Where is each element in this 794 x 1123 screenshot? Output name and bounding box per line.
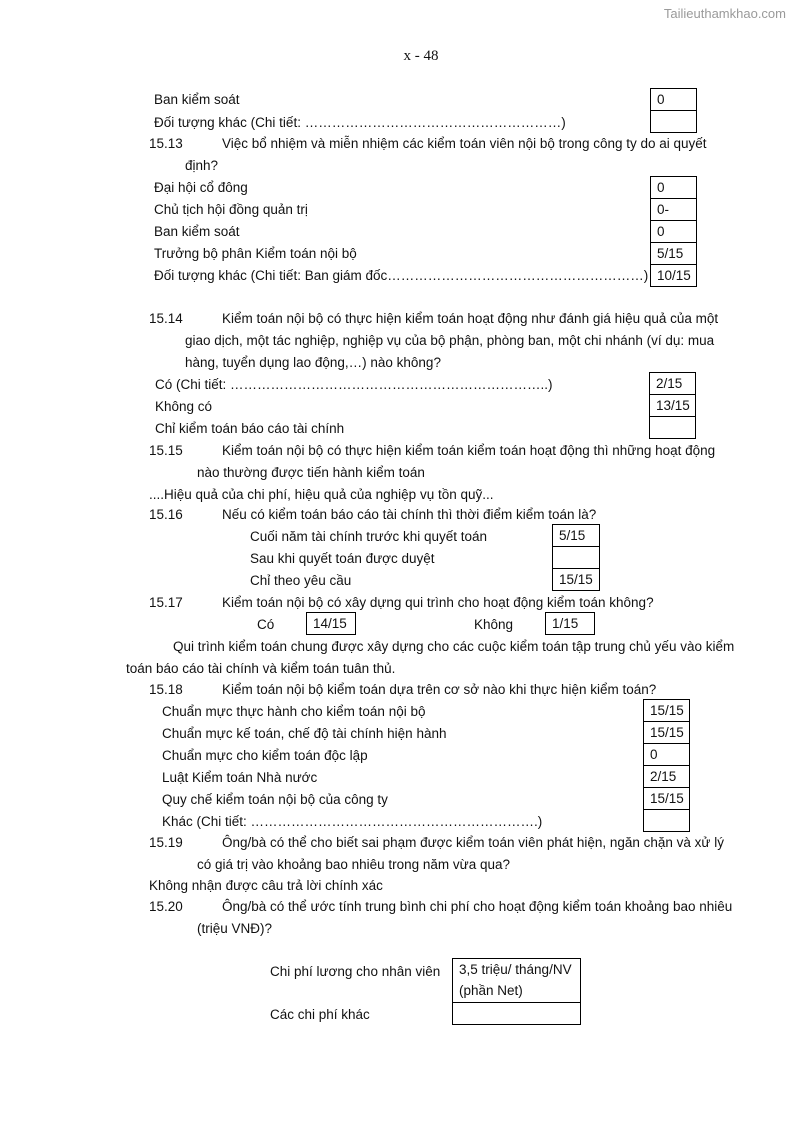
option-label: Chủ tịch hội đồng quản trị xyxy=(154,202,308,217)
answer-box: 15/15 xyxy=(643,699,690,722)
cost-answer-box xyxy=(452,1002,581,1025)
question-text: Việc bổ nhiệm và miễn nhiệm các kiểm toán viên nội bộ trong công ty do ai quyết xyxy=(222,136,707,151)
answer-text: ....Hiệu quả của chi phí, hiệu quả của nghiệp vụ tồn quỹ... xyxy=(149,487,494,502)
question-text: Kiểm toán nội bộ có thực hiện kiểm toán hoạt động như đánh giá hiệu quả của một xyxy=(222,311,719,326)
option-label: Đối tượng khác (Chi tiết: Ban giám đốc…………………………………………………) xyxy=(154,268,649,283)
question-text: nào thường được tiến hành kiểm toán xyxy=(197,465,425,480)
question-text: Ông/bà có thể ước tính trung bình chi phí cho hoạt động kiểm toán khoảng bao nhiêu xyxy=(222,899,733,914)
question-number: 15.13 xyxy=(149,136,183,151)
yes-answer-box: 14/15 xyxy=(306,612,356,635)
answer-box xyxy=(643,809,690,832)
answer-box: 5/15 xyxy=(552,524,600,547)
option-label: Quy chế kiểm toán nội bộ của công ty xyxy=(162,792,388,807)
answer-box: 0 xyxy=(643,743,690,766)
question-number: 15.15 xyxy=(149,443,183,458)
question-text: Kiểm toán nội bộ có thực hiện kiểm toán kiểm toán hoạt động thì những hoạt động xyxy=(222,443,716,458)
note-text: toán báo cáo tài chính và kiểm toán tuân thủ. xyxy=(126,661,396,676)
option-label: Chỉ kiểm toán báo cáo tài chính xyxy=(155,421,345,436)
answer-box: 0- xyxy=(650,198,697,221)
cost-label: Các chi phí khác xyxy=(270,1007,370,1022)
question-text: giao dịch, một tác nghiệp, nghiệp vụ của bộ phận, phòng ban, một chi nhánh (ví dụ: mua xyxy=(185,333,715,348)
question-text: Kiểm toán nội bộ kiểm toán dựa trên cơ sở nào khi thực hiện kiểm toán? xyxy=(222,682,657,697)
question-text: hàng, tuyển dụng lao động,…) nào không? xyxy=(185,355,441,370)
option-label: Đại hội cổ đông xyxy=(154,180,248,195)
option-label: Ban kiểm soát xyxy=(154,224,240,239)
question-text: có giá trị vào khoảng bao nhiêu trong năm vừa qua? xyxy=(197,857,510,872)
question-number: 15.18 xyxy=(149,682,183,697)
answer-text: Không nhận được câu trả lời chính xác xyxy=(149,878,383,893)
option-label: Khác (Chi tiết: ……………………………………………………….) xyxy=(162,814,543,829)
option-label: Có (Chi tiết: ……………………………………………………………..) xyxy=(155,377,553,392)
answer-box xyxy=(649,416,696,439)
option-label: Cuối năm tài chính trước khi quyết toán xyxy=(250,529,488,544)
option-label: Trưởng bộ phân Kiểm toán nội bộ xyxy=(154,246,357,261)
option-label: Ban kiểm soát xyxy=(154,92,240,107)
question-number: 15.14 xyxy=(149,311,183,326)
option-label: Không có xyxy=(155,399,213,414)
question-number: 15.20 xyxy=(149,899,183,914)
question-text: (triệu VNĐ)? xyxy=(197,921,273,936)
yes-label: Có xyxy=(257,617,275,632)
answer-box: 15/15 xyxy=(643,721,690,744)
question-number: 15.17 xyxy=(149,595,183,610)
option-label: Chuẩn mực kế toán, chế độ tài chính hiện hành xyxy=(162,726,447,741)
question-number: 15.19 xyxy=(149,835,183,850)
answer-box: 0 xyxy=(650,88,697,111)
answer-box: 0 xyxy=(650,176,697,199)
answer-box: 15/15 xyxy=(643,787,690,810)
answer-box: 2/15 xyxy=(649,372,696,395)
option-label: Chỉ theo yêu cầu xyxy=(250,573,352,588)
option-label: Chuẩn mực thực hành cho kiểm toán nội bộ xyxy=(162,704,426,719)
watermark: Tailieuthamkhao.com xyxy=(663,6,786,21)
question-number: 15.16 xyxy=(149,507,183,522)
cost-answer-box: 3,5 triệu/ tháng/NV (phần Net) xyxy=(452,958,581,1003)
option-label: Đối tượng khác (Chi tiết: …………………………………………………) xyxy=(154,115,566,130)
answer-box: 15/15 xyxy=(552,568,600,591)
answer-box: 10/15 xyxy=(650,264,697,287)
answer-box: 5/15 xyxy=(650,242,697,265)
question-text: Kiểm toán nội bộ có xây dựng qui trình cho hoạt động kiểm toán không? xyxy=(222,595,654,610)
answer-box: 2/15 xyxy=(643,765,690,788)
option-label: Sau khi quyết toán được duyệt xyxy=(250,551,435,566)
no-answer-box: 1/15 xyxy=(545,612,595,635)
question-text: Nếu có kiểm toán báo cáo tài chính thì thời điểm kiểm toán là? xyxy=(222,507,597,522)
note-text: Qui trình kiểm toán chung được xây dựng cho các cuộc kiểm toán tập trung chủ yếu vào kiểm xyxy=(173,639,735,654)
no-label: Không xyxy=(474,617,514,632)
answer-box xyxy=(552,546,600,569)
question-text: Ông/bà có thể cho biết sai phạm được kiểm toán viên phát hiện, ngăn chặn và xử lý xyxy=(222,835,724,850)
question-text: định? xyxy=(185,158,219,173)
option-label: Luật Kiểm toán Nhà nước xyxy=(162,770,318,785)
answer-box: 0 xyxy=(650,220,697,243)
answer-box xyxy=(650,110,697,133)
answer-box: 13/15 xyxy=(649,394,696,417)
option-label: Chuẩn mực cho kiểm toán độc lập xyxy=(162,748,368,763)
page-number: x - 48 xyxy=(403,48,439,64)
cost-label: Chi phí lương cho nhân viên xyxy=(270,964,441,979)
